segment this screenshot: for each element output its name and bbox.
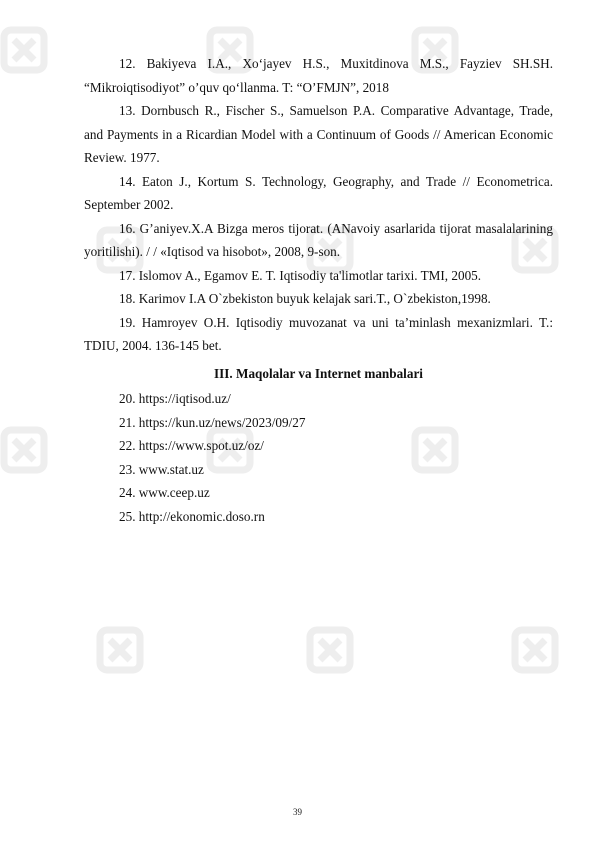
- reference-20: 20. https://iqtisod.uz/: [119, 391, 231, 406]
- page-number: 39: [293, 807, 302, 817]
- reference-16: 16. G’aniyev.X.A Bizga meros tijorat. (ANavoiy asarlarida tijorat masalalarining yoritilishi). / / «Iqtisod va hisobot», 2008, 9-son.: [84, 220, 553, 259]
- reference-18: 18. Karimov I.A O`zbekiston buyuk kelajak sari.T., O`zbekiston,1998.: [119, 291, 491, 306]
- reference-21: 21. https://kun.uz/news/2023/09/27: [119, 414, 306, 430]
- reference-24: 24. www.ceep.uz: [119, 485, 210, 500]
- reference-14: 14. Eaton J., Kortum S. Technology, Geography, and Trade // Econometrica. September 2002.: [84, 173, 553, 212]
- reference-19: 19. Hamroyev O.H. Iqtisodiy muvozanat va uni ta’minlash mexanizmlari. T.: TDIU, 2004. 136-145 bet.: [84, 314, 553, 353]
- reference-23: 23. www.stat.uz: [119, 461, 204, 477]
- reference-17: 17. Islomov A., Egamov E. T. Iqtisodiy ta'limotlar tarixi. TMI, 2005.: [119, 267, 482, 283]
- reference-25: 25. http://ekonomic.doso.rn: [119, 508, 265, 524]
- section-heading: III. Maqolalar va Internet manbalari: [214, 365, 423, 381]
- references-content: [84, 52, 553, 528]
- reference-22: 22. https://www.spot.uz/oz/: [119, 438, 264, 453]
- reference-12: 12. Bakiyeva I.A., Xo‘jayev H.S., Muxitdinova M.S., Fayziev SH.SH. “Mikroiqtisodiyot” o’quv qo‘llanma. T: “O’FMJN”, 2018: [84, 56, 553, 95]
- reference-13: 13. Dornbusch R., Fischer S., Samuelson P.A. Comparative Advantage, Trade, and Payments in a Ricardian Model with a Continuum of Goods // American Economic Review. 1977.: [84, 103, 553, 165]
